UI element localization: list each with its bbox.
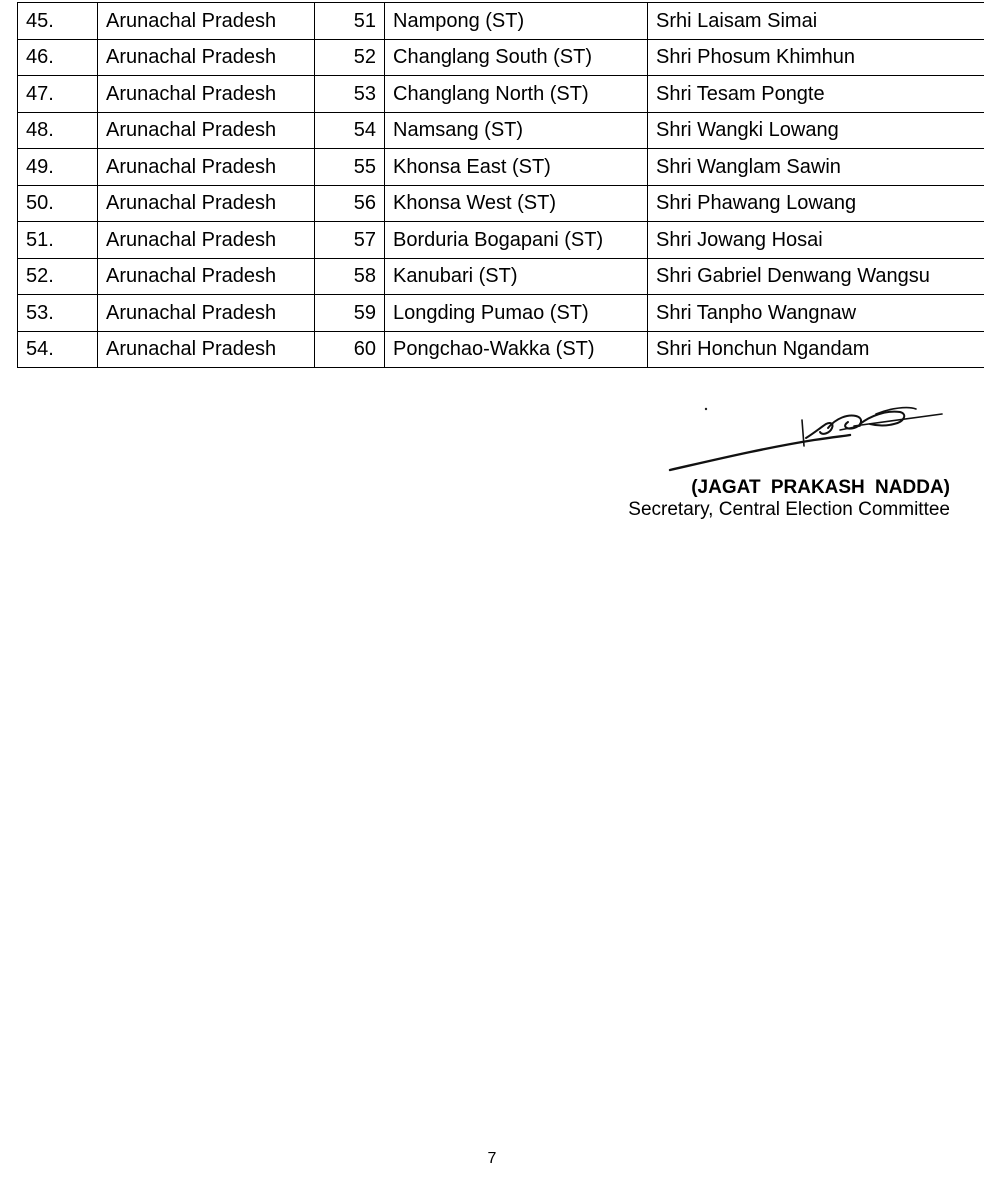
table-row — [18, 258, 984, 295]
signatory-name: (JAGAT PRAKASH NADDA) — [691, 477, 950, 498]
candidate-name-cell: Shri Phosum Khimhun — [648, 39, 984, 76]
state-cell: Arunachal Pradesh — [98, 258, 315, 295]
table-row — [18, 222, 984, 259]
constituency-number-cell: 53 — [315, 76, 385, 113]
serial-number-cell: 51. — [18, 222, 98, 259]
constituency-name-cell: Changlang South (ST) — [385, 39, 648, 76]
constituency-number-cell: 60 — [315, 331, 385, 368]
constituency-name-cell: Changlang North (ST) — [385, 76, 648, 113]
serial-number-cell: 49. — [18, 149, 98, 186]
signatory-block — [628, 477, 950, 521]
table-body — [18, 3, 984, 368]
constituency-name-cell: Khonsa West (ST) — [385, 185, 648, 222]
state-cell: Arunachal Pradesh — [98, 112, 315, 149]
state-cell: Arunachal Pradesh — [98, 76, 315, 113]
candidate-name-cell: Shri Phawang Lowang — [648, 185, 984, 222]
table-row — [18, 185, 984, 222]
state-cell: Arunachal Pradesh — [98, 3, 315, 40]
serial-number-cell: 47. — [18, 76, 98, 113]
candidate-name-cell: Shri Tanpho Wangnaw — [648, 295, 984, 332]
serial-number-cell: 50. — [18, 185, 98, 222]
state-cell: Arunachal Pradesh — [98, 149, 315, 186]
table-row — [18, 76, 984, 113]
state-cell: Arunachal Pradesh — [98, 185, 315, 222]
handwritten-signature — [664, 400, 954, 478]
constituency-number-cell: 51 — [315, 3, 385, 40]
page-number: 7 — [487, 1150, 497, 1167]
candidate-list-table — [17, 2, 984, 368]
candidate-name-cell: Shri Wangki Lowang — [648, 112, 984, 149]
constituency-number-cell: 59 — [315, 295, 385, 332]
state-cell: Arunachal Pradesh — [98, 295, 315, 332]
constituency-number-cell: 58 — [315, 258, 385, 295]
constituency-number-cell: 54 — [315, 112, 385, 149]
table-row — [18, 112, 984, 149]
constituency-name-cell: Nampong (ST) — [385, 3, 648, 40]
candidate-name-cell: Shri Tesam Pongte — [648, 76, 984, 113]
constituency-name-cell: Pongchao-Wakka (ST) — [385, 331, 648, 368]
signatory-designation: Secretary, Central Election Committee — [628, 499, 950, 520]
constituency-number-cell: 56 — [315, 185, 385, 222]
constituency-name-cell: Borduria Bogapani (ST) — [385, 222, 648, 259]
serial-number-cell: 53. — [18, 295, 98, 332]
candidate-name-cell: Srhi Laisam Simai — [648, 3, 984, 40]
serial-number-cell: 54. — [18, 331, 98, 368]
serial-number-cell: 45. — [18, 3, 98, 40]
serial-number-cell: 48. — [18, 112, 98, 149]
state-cell: Arunachal Pradesh — [98, 39, 315, 76]
table-row — [18, 39, 984, 76]
table-row — [18, 149, 984, 186]
candidate-name-cell: Shri Honchun Ngandam — [648, 331, 984, 368]
candidate-name-cell: Shri Gabriel Denwang Wangsu — [648, 258, 984, 295]
table-row — [18, 3, 984, 40]
constituency-name-cell: Kanubari (ST) — [385, 258, 648, 295]
serial-number-cell: 52. — [18, 258, 98, 295]
constituency-name-cell: Longding Pumao (ST) — [385, 295, 648, 332]
constituency-number-cell: 52 — [315, 39, 385, 76]
candidate-name-cell: Shri Jowang Hosai — [648, 222, 984, 259]
table-row — [18, 331, 984, 368]
state-cell: Arunachal Pradesh — [98, 222, 315, 259]
state-cell: Arunachal Pradesh — [98, 331, 315, 368]
serial-number-cell: 46. — [18, 39, 98, 76]
constituency-number-cell: 55 — [315, 149, 385, 186]
constituency-name-cell: Khonsa East (ST) — [385, 149, 648, 186]
candidate-name-cell: Shri Wanglam Sawin — [648, 149, 984, 186]
constituency-number-cell: 57 — [315, 222, 385, 259]
table-row — [18, 295, 984, 332]
constituency-name-cell: Namsang (ST) — [385, 112, 648, 149]
